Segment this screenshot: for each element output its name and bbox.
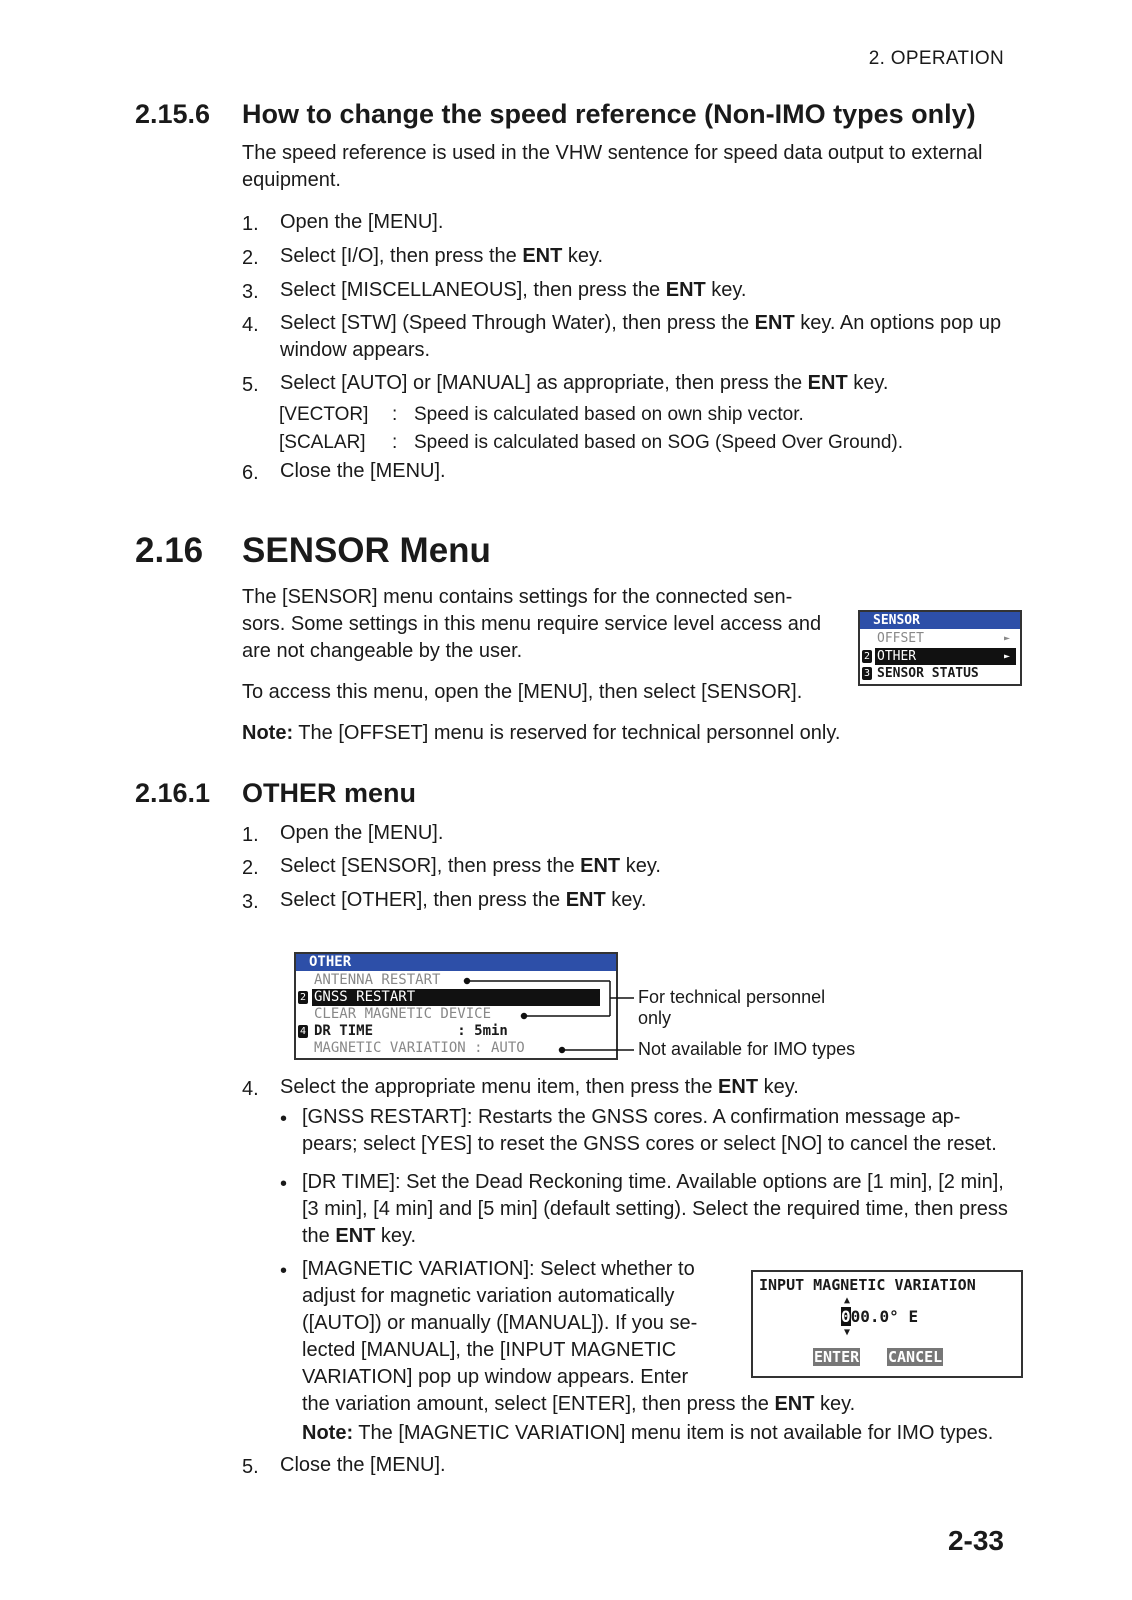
step-number: 1.	[242, 824, 259, 846]
step-text: Select [AUTO] or [MANUAL] as appropriate, then press the ENT key.	[280, 372, 889, 394]
bullet-icon: •	[280, 1260, 288, 1282]
sensor-para-line-1: The [SENSOR] menu contains settings for the connected sen-	[242, 586, 793, 608]
menu-item-magnetic-variation: MAGNETIC VARIATION : AUTO	[314, 1040, 525, 1056]
definition-term: [SCALAR]	[279, 432, 366, 453]
definition-separator: :	[392, 432, 398, 453]
subsection-number: 2.16.1	[135, 778, 211, 808]
bullet-magvar-line-3: ([AUTO]) or manually ([MANUAL]). If you se-	[302, 1312, 698, 1334]
callout-not-imo: Not available for IMO types	[638, 1039, 856, 1059]
menu-item-clear-magnetic-device: CLEAR MAGNETIC DEVICE	[314, 1006, 492, 1022]
chapter-section-title: SENSOR Menu	[242, 531, 491, 570]
intro-line-1: The speed reference is used in the VHW sentence for speed data output to external	[242, 142, 983, 164]
sensor-para-line-2: sors. Some settings in this menu require service level access and	[242, 613, 822, 635]
bullet-icon: •	[280, 1108, 288, 1130]
other-menu-title: OTHER	[296, 954, 616, 971]
bullet-magvar-line-4: lected [MANUAL], the [INPUT MAGNETIC	[302, 1339, 677, 1361]
menu-item-gnss-restart: GNSS RESTART	[314, 989, 416, 1005]
bullet-drtime-line-1: [DR TIME]: Set the Dead Reckoning time. Available options are [1 min], [2 min],	[302, 1171, 1004, 1193]
increment-arrow-icon[interactable]: ▲	[844, 1295, 851, 1306]
step-text: Close the [MENU].	[280, 460, 446, 482]
callout-technical-personnel: For technical personnel only	[638, 987, 826, 1028]
value-rest: 00.0° E	[850, 1307, 919, 1326]
bullet-icon: •	[280, 1173, 288, 1195]
step-text: Select [SENSOR], then press the ENT key.	[280, 855, 661, 877]
step-number: 5.	[242, 1456, 259, 1478]
menu-item-dr-time: DR TIME : 5min	[314, 1023, 508, 1039]
magvar-note: Note: The [MAGNETIC VARIATION] menu item is not available for IMO types.	[302, 1422, 994, 1444]
step-number: 4.	[242, 1078, 259, 1100]
menu-item-offset: OFFSET	[877, 631, 924, 646]
definition-text: Speed is calculated based on own ship vector.	[414, 404, 804, 425]
cancel-button[interactable]: CANCEL	[888, 1348, 943, 1366]
enter-button[interactable]: ENTER	[814, 1348, 860, 1366]
submenu-arrow-icon: ►	[1004, 651, 1011, 662]
step-number: 4.	[242, 314, 259, 336]
bullet-magvar-line-5: VARIATION] pop up window appears. Enter	[302, 1366, 689, 1388]
step-number: 6.	[242, 462, 259, 484]
sensor-access-text: To access this menu, open the [MENU], then select [SENSOR].	[242, 681, 803, 703]
decrement-arrow-icon[interactable]: ▼	[844, 1327, 851, 1338]
step-number: 3.	[242, 891, 259, 913]
access-level-badge: 2	[863, 651, 871, 662]
step-text: Select [MISCELLANEOUS], then press the ENT key.	[280, 279, 747, 301]
page-number: 2-33	[947, 1525, 1004, 1556]
sensor-para-line-3: are not changeable by the user.	[242, 640, 523, 662]
step-number: 2.	[242, 247, 259, 269]
step-text: Open the [MENU].	[280, 211, 444, 233]
section-number: 2.15.6	[135, 99, 211, 129]
step-text: Select [I/O], then press the ENT key.	[280, 245, 604, 267]
running-header: 2. OPERATION	[868, 48, 1004, 69]
step-number: 3.	[242, 281, 259, 303]
bullet-magvar-line-2: adjust for magnetic variation automatically	[302, 1285, 675, 1307]
access-level-badge: 3	[863, 668, 871, 679]
subsection-title: OTHER menu	[242, 778, 417, 808]
bullet-drtime-line-2: [3 min], [4 min] and [5 min] (default setting). Select the required time, then press	[302, 1198, 1008, 1220]
bullet-gnss-line-2: pears; select [YES] to reset the GNSS cores or select [NO] to cancel the reset.	[302, 1133, 997, 1155]
menu-item-other: OTHER	[877, 649, 917, 664]
bullet-magvar-line-6: the variation amount, select [ENTER], then press the ENT key.	[302, 1393, 856, 1415]
bullet-magvar-line-1: [MAGNETIC VARIATION]: Select whether to	[302, 1258, 695, 1280]
menu-item-sensor-status: SENSOR STATUS	[877, 666, 979, 681]
definition-text: Speed is calculated based on SOG (Speed Over Ground).	[414, 432, 903, 453]
access-level-badge: 4	[299, 1026, 307, 1037]
definition-term: [VECTOR]	[279, 404, 369, 425]
sensor-menu-title: SENSOR	[860, 612, 1020, 629]
step-text: Select [STW] (Speed Through Water), then press the ENT key. An options pop up	[280, 312, 1002, 334]
step-number: 2.	[242, 857, 259, 879]
section-title: How to change the speed reference (Non-IMO types only)	[242, 99, 976, 129]
variation-value-field[interactable]	[841, 1307, 918, 1326]
intro-line-2: equipment.	[242, 169, 341, 191]
definition-separator: :	[392, 404, 398, 425]
step-text-continued: window appears.	[280, 339, 431, 361]
dialog-title: INPUT MAGNETIC VARIATION	[759, 1276, 976, 1294]
step-number: 1.	[242, 213, 259, 235]
value-cursor-digit: 0	[841, 1307, 851, 1326]
step-text: Close the [MENU].	[280, 1454, 446, 1476]
step-text: Select the appropriate menu item, then press the ENT key.	[280, 1076, 799, 1098]
step-text: Open the [MENU].	[280, 822, 444, 844]
step-text: Select [OTHER], then press the ENT key.	[280, 889, 647, 911]
bullet-gnss-line-1: [GNSS RESTART]: Restarts the GNSS cores. A confirmation message ap-	[302, 1106, 961, 1128]
sensor-note: Note: The [OFFSET] menu is reserved for technical personnel only.	[242, 722, 841, 744]
input-magnetic-variation-dialog	[751, 1270, 1023, 1378]
access-level-badge: 2	[299, 992, 307, 1003]
chapter-section-number: 2.16	[135, 531, 204, 570]
submenu-arrow-icon: ►	[1004, 633, 1011, 644]
step-number: 5.	[242, 374, 259, 396]
bullet-drtime-line-3: the ENT key.	[302, 1225, 417, 1247]
menu-item-antenna-restart: ANTENNA RESTART	[314, 972, 441, 988]
